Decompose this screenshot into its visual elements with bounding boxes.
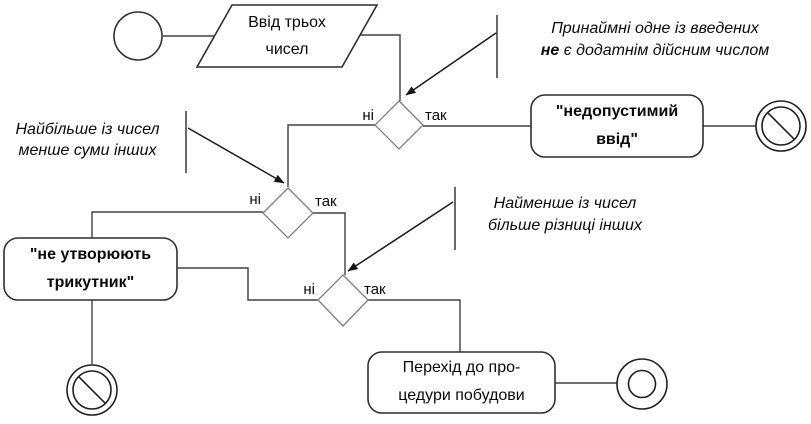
decision2-yes-label: так xyxy=(315,193,337,210)
edge-decision3-yes-to-proceed xyxy=(368,300,460,352)
annotation-min-greater-diff-line2: більше різниці інших xyxy=(488,217,642,234)
annotation-arrow-max-less-sum xyxy=(188,128,284,183)
decision1-no-label: ні xyxy=(362,107,374,124)
edge-decision1-no-to-decision2 xyxy=(288,125,375,187)
flow-final-node-1 xyxy=(756,101,806,151)
annotation-max-less-sum-line1: Найбільше із чисел xyxy=(15,121,160,138)
proceed-line1: Перехід до про- xyxy=(402,359,521,376)
annotation-arrow-min-greater-diff xyxy=(348,202,453,271)
no-triangle-line1: "не утворюють xyxy=(29,246,152,263)
decision3-yes-label: так xyxy=(364,281,386,298)
input-node-label xyxy=(207,9,367,63)
decision1-diamond xyxy=(375,101,423,149)
annotation-max-less-sum-line2: менше суми інших xyxy=(18,142,157,159)
annotation-not-positive-bold: не xyxy=(540,42,560,59)
no-triangle-line2: трикутник" xyxy=(46,274,135,291)
annotation-not-positive-line1: Принаймні одне із введених xyxy=(551,20,759,37)
annotation-not-positive xyxy=(500,18,810,62)
activity-final-node xyxy=(617,359,667,409)
annotation-arrow-not-positive xyxy=(406,33,496,95)
annotation-min-greater-diff xyxy=(475,193,655,237)
proceed-line2: цедури побудови xyxy=(398,387,525,404)
edge-decision2-yes-to-decision3 xyxy=(313,213,345,275)
annotation-min-greater-diff-line1: Найменше із чисел xyxy=(493,195,637,212)
decision3-no-label: ні xyxy=(303,281,315,298)
decision2-no-label: ні xyxy=(249,191,261,208)
decision2-diamond xyxy=(263,188,313,238)
input-node-line1: Ввід трьох xyxy=(248,14,326,31)
flow-final-node-2 xyxy=(67,365,117,415)
proceed-label xyxy=(368,354,555,410)
input-node-line2: чисел xyxy=(265,41,309,58)
invalid-input-line1: "недопустимий xyxy=(555,103,679,120)
no-triangle-label xyxy=(4,241,177,297)
invalid-input-line2: ввід" xyxy=(596,131,638,148)
decision1-yes-label: так xyxy=(425,107,447,124)
start-node xyxy=(114,12,162,60)
invalid-input-label xyxy=(531,98,703,154)
annotation-max-less-sum xyxy=(5,119,170,161)
decision3-diamond xyxy=(318,275,368,326)
edge-decision2-no-to-notriangle xyxy=(92,212,263,238)
annotation-not-positive-rest: є додатнім дійсним числом xyxy=(559,42,770,59)
annotation-not-positive-line2 xyxy=(500,40,810,62)
